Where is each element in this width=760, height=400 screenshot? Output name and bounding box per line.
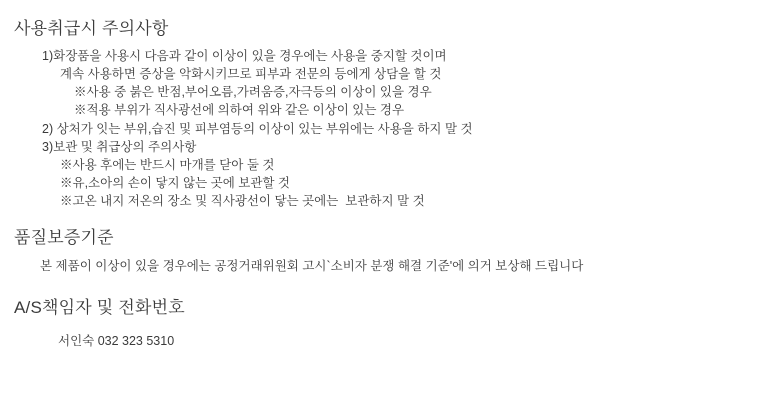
notice-lines xyxy=(0,47,760,210)
section-title-service: A/S책임자 및 전화번호 xyxy=(14,298,185,318)
notice-line-6: 3)보관 및 취급상의 주의사항 xyxy=(42,139,197,154)
notice-line-4: ※적용 부위가 직사광선에 의하여 위와 같은 이상이 있는 경우 xyxy=(74,103,405,118)
section-service xyxy=(0,293,760,350)
notice-line-2: 계속 사용하면 증상을 악화시키므로 피부과 전문의 등에게 상담을 할 것 xyxy=(60,67,442,82)
notice-line-7: ※사용 후에는 반드시 마개를 닫아 둘 것 xyxy=(60,157,275,172)
warranty-lines xyxy=(0,257,760,275)
spacer xyxy=(0,248,760,257)
section-title-notice: 사용취급시 주의사항 xyxy=(14,19,169,38)
spacer xyxy=(0,210,760,223)
section-warranty xyxy=(0,223,760,275)
notice-line-1: 1)화장품을 사용시 다음과 같이 이상이 있을 경우에는 사용을 중지할 것이며 xyxy=(42,49,447,63)
notice-line-9: ※고온 내지 저온의 장소 및 직사광선이 닿는 곳에는 보관하지 말 것 xyxy=(60,194,425,208)
spacer xyxy=(0,275,760,293)
notice-line-8: ※유,소아의 손이 닿지 않는 곳에 보관할 것 xyxy=(60,175,291,190)
service-contact-line: 서인숙 032 323 5310 xyxy=(58,334,175,349)
section-title-warranty: 품질보증기준 xyxy=(14,228,114,248)
notice-line-3: ※사용 중 붉은 반점,부어오름,가려움증,자극등의 이상이 있을 경우 xyxy=(74,85,432,100)
service-lines xyxy=(0,332,760,350)
notice-line-5: 2) 상처가 잇는 부위,습진 및 피부염등의 이상이 있는 부위에는 사용을 하지 말 것 xyxy=(42,121,473,136)
spacer xyxy=(0,39,760,47)
warranty-line-1: 본 제품이 이상이 있을 경우에는 공정거래위원회 고시`소비자 분쟁 해결 기준'에 의거 보상해 드립니다 xyxy=(40,259,584,274)
spacer xyxy=(0,318,760,332)
